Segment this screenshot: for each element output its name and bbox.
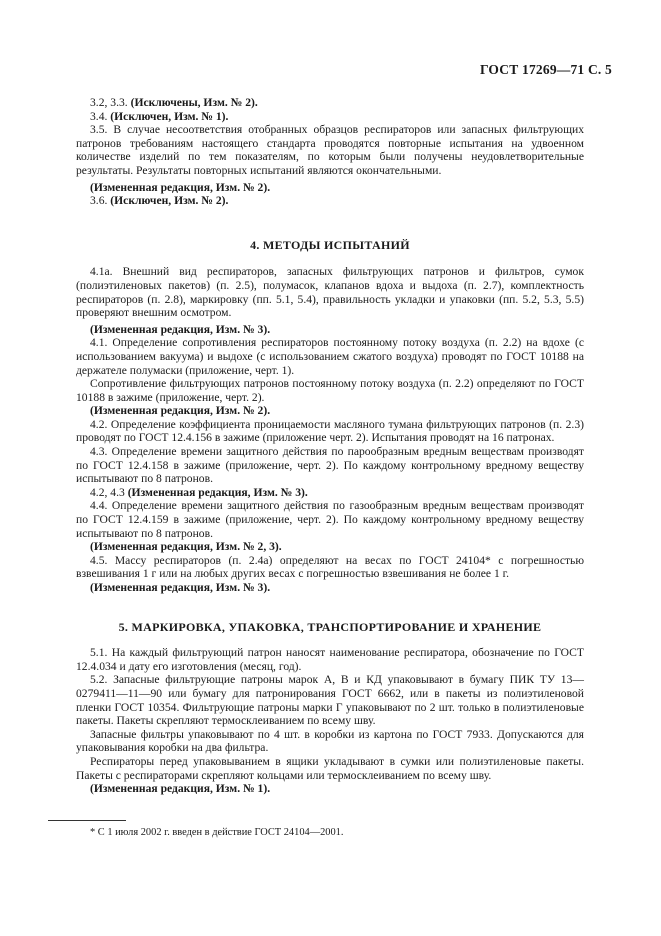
section-4-title: 4. МЕТОДЫ ИСПЫТАНИЙ <box>250 237 410 252</box>
clause-3-6: 3.6. (Исключен, Изм. № 2). <box>90 194 229 208</box>
clause-4-1: 4.1. Определение сопротивления респираторов постоянному потоку воздуха (п. 2.2) на вдохе (с использованием вакуума) и выдохе (с использованием сжатого воздуха) проводят по ГОСТ 10188 на держателе полумаски (приложение, черт. 1). <box>76 336 584 377</box>
edition-note: (Измененная редакция, Изм. № 2, 3). <box>90 540 282 554</box>
clause-4-4: 4.4. Определение времени защитного действия по газообразным вредным веществам производят по ГОСТ 12.4.159 в зажиме (приложение, черт. 2). По каждому контрольному вредному веществу испытывают по 8 патронов. <box>76 499 584 540</box>
footnote: * С 1 июля 2002 г. введен в действие ГОСТ 24104—2001. <box>90 827 344 838</box>
clause-5-2-filters: Запасные фильтры упаковывают по 4 шт. в коробки из картона по ГОСТ 7933. Допускаются для упаковывания коробки на два фильтра. <box>76 727 584 755</box>
edition-note: (Измененная редакция, Изм. № 1). <box>90 782 271 796</box>
document-body <box>76 96 584 796</box>
section-5-title: 5. МАРКИРОВКА, УПАКОВКА, ТРАНСПОРТИРОВАНИЕ И ХРАНЕНИЕ <box>118 619 542 634</box>
clause-5-1: 5.1. На каждый фильтрующий патрон наносят наименование респиратора, обозначение по ГОСТ 12.4.034 и дату его изготовления (месяц, год). <box>76 646 584 673</box>
edition-note: (Измененная редакция, Изм. № 2). <box>90 180 271 194</box>
edition-note: (Измененная редакция, Изм. № 3). <box>90 581 271 594</box>
clause-3-5: 3.5. В случае несоответствия отобранных образцов респираторов или запасных фильтрующих патронов требованиям настоящего стандарта проводятся повторные испытания на удвоенном количестве изделий по тем показателям, по которым были получены неудовлетворительные результаты. Результаты повторных испытаний являются окончательными. <box>76 123 584 177</box>
clause-3-2-3-3: 3.2, 3.3. (Исключены, Изм. № 2). <box>90 96 258 109</box>
clause-4-3: 4.3. Определение времени защитного действия по парообразным вредным веществам производят по ГОСТ 12.4.158 в зажиме (приложение, черт. 2). По каждому контрольному вредному веществу испытывают по 8 патронов. <box>76 445 584 486</box>
clause-4-1-resistance: Сопротивление фильтрующих патронов постоянному потоку воздуха (п. 2.2) определяют по ГОСТ 10188 в зажиме (приложение, черт. 2). <box>76 377 584 404</box>
clause-5-2: 5.2. Запасные фильтрующие патроны марок А, В и КД упаковывают в бумагу ПИК ТУ 13—0279411—11—90 или бумагу для патронирования ГОСТ 6662, или в пакеты из полиэтиленовой пленки ГОСТ 10354. Фильтрующие патроны марки Г упаковывают по 2 шт. только в полиэтиленовые пакеты. Пакеты скрепляют термосклеиванием по всему шву. <box>76 673 584 728</box>
edition-note: (Измененная редакция, Изм. № 3). <box>90 322 271 336</box>
clause-3-4: 3.4. (Исключен, Изм. № 1). <box>90 109 229 123</box>
clause-4-1a: 4.1а. Внешний вид респираторов, запасных фильтрующих патронов и фильтров, сумок (полиэтиленовых пакетов) (п. 2.5), полумасок, клапанов вдоха и выдоха (п. 2.7), комплектность респираторов (п. 2.8), маркировку (пп. 5.1, 5.4), правильность укладки и упаковки (пп. 5.2, 5.3, 5.5) проверяют внешним осмотром. <box>76 265 584 320</box>
clause-5-2-respirators: Респираторы перед упаковыванием в ящики укладывают в сумки или полиэтиленовые пакеты. Пакеты с респираторами скрепляют кольцами или термосклеиванием по всему шву. <box>76 754 584 782</box>
edition-note: (Измененная редакция, Изм. № 2). <box>90 404 271 418</box>
page-header: ГОСТ 17269—71 С. 5 <box>479 62 612 77</box>
clause-4-2-4-3: 4.2, 4.3 (Измененная редакция, Изм. № 3). <box>90 485 308 499</box>
clause-4-5: 4.5. Массу респираторов (п. 2.4а) определяют на весах по ГОСТ 24104* с погрешностью взвешивания 1 г или на любых других весах с погрешностью взвешивания не более 1 г. <box>76 553 584 581</box>
clause-4-2: 4.2. Определение коэффициента проницаемости масляного тумана фильтрующих патронов (п. 2.3) проводят по ГОСТ 12.4.156 в зажиме (приложение черт. 2). Испытания проводят на 16 патронах. <box>76 417 584 445</box>
footnote-divider <box>48 820 126 821</box>
